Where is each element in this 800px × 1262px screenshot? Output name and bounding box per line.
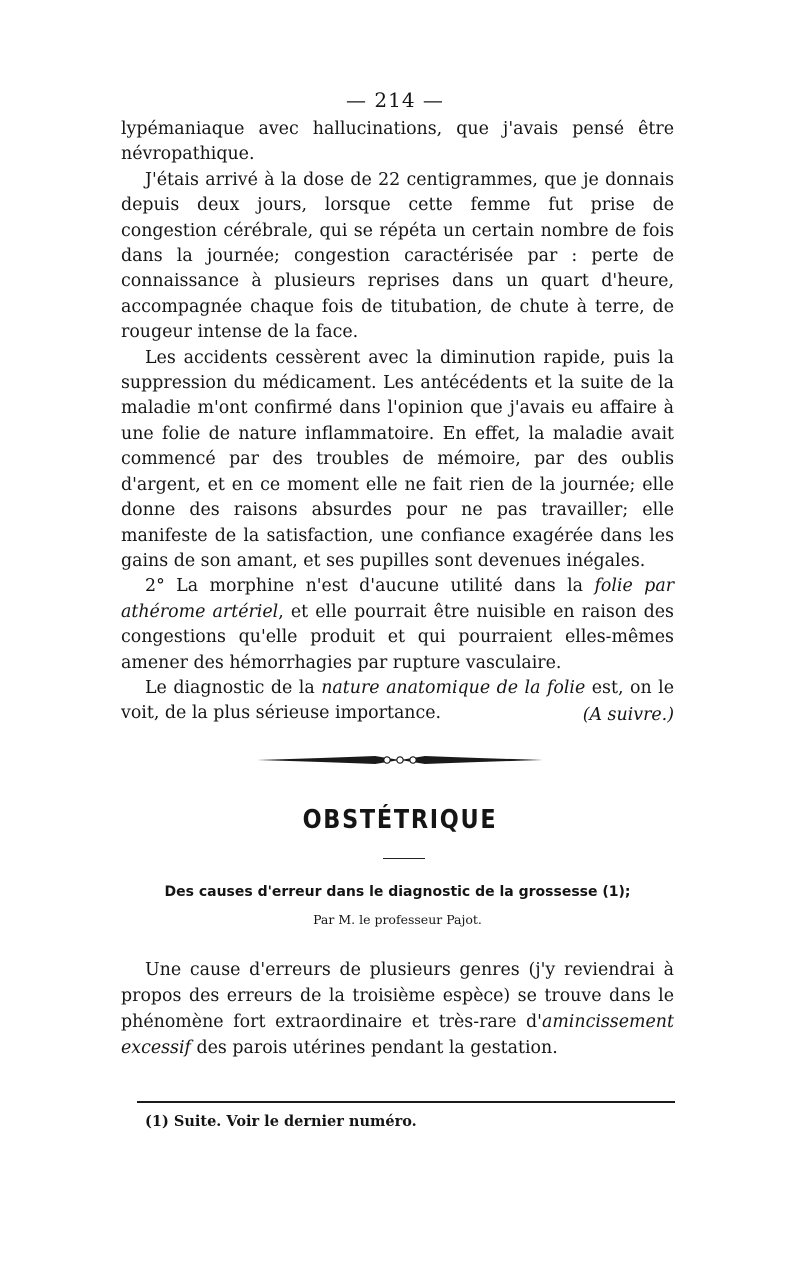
divider — [383, 858, 425, 859]
article-author: Par M. le professeur Pajot. — [313, 912, 482, 927]
italic-text: amincissement excessif — [121, 1012, 674, 1058]
text-run: des parois utérines pendant la gestation. — [190, 1038, 558, 1058]
footnote: (1) Suite. Voir le dernier numéro. — [145, 1113, 417, 1130]
italic-text: nature anatomique de la folie — [321, 677, 586, 698]
paragraph: Les accidents cessèrent avec la diminution rapide, puis la suppression du médicament. Les antécédents et la suite de la maladie m'ont confirmé dans l'opinion que j'avais eu affaire à une folie de nature inflammatoire. En effet, la maladie avait commencé par des troubles de mémoire, par des oublis d'argent, et en ce moment elle ne fait rien de la journée; elle donne des raisons absurdes pour ne pas travailler; elle manifeste de la satisfaction, une confiance exagérée dans les gains de son amant, et ses pupilles sont devenues inégales. — [121, 347, 674, 571]
text-run: Le diagnostic de la — [145, 677, 322, 698]
text-run: est, on le voit, de la plus sérieuse importance. — [121, 677, 674, 724]
body-text — [121, 117, 674, 727]
continuation-note: (A suivre.) — [582, 705, 674, 725]
paragraph: lypémaniaque avec hallucinations, que j'avais pensé être névropathique. — [121, 119, 674, 165]
text-run: Une cause d'erreurs de plusieurs genres (j'y reviendrai à propos des erreurs de la troisième espèce) se trouve dans le phénomène fort extraordinaire et très-rare d' — [121, 960, 674, 1032]
text-run: 2° La morphine n'est d'aucune utilité dans la — [145, 576, 595, 597]
article-title: Des causes d'erreur dans le diagnostic de la grossesse (1); — [164, 884, 631, 900]
footnote-divider — [137, 1101, 675, 1103]
paragraph: J'étais arrivé à la dose de 22 centigrammes, que je donnais depuis deux jours, lorsque cette femme fut prise de congestion cérébrale, qui se répéta un certain nombre de fois dans la journée; congestion caractérisée par : perte de connaissance à plusieurs reprises dans un quart d'heure, accompagnée chaque fois de titubation, de chute à terre, de rougeur intense de la face. — [121, 169, 674, 343]
article-body — [121, 957, 674, 1061]
text-run: , et elle pourrait être nuisible en raison des congestions qu'elle produit et qui pourraient elles-mêmes amener des hémorrhagies par rupture vasculaire. — [121, 601, 674, 673]
italic-text: folie par athérome artériel — [121, 576, 675, 622]
ornament-divider — [255, 750, 545, 770]
section-title: OBSTÉTRIQUE — [302, 805, 498, 835]
page-number: — 214 — — [346, 88, 444, 112]
paragraph — [121, 574, 674, 676]
paragraph — [121, 957, 674, 1061]
